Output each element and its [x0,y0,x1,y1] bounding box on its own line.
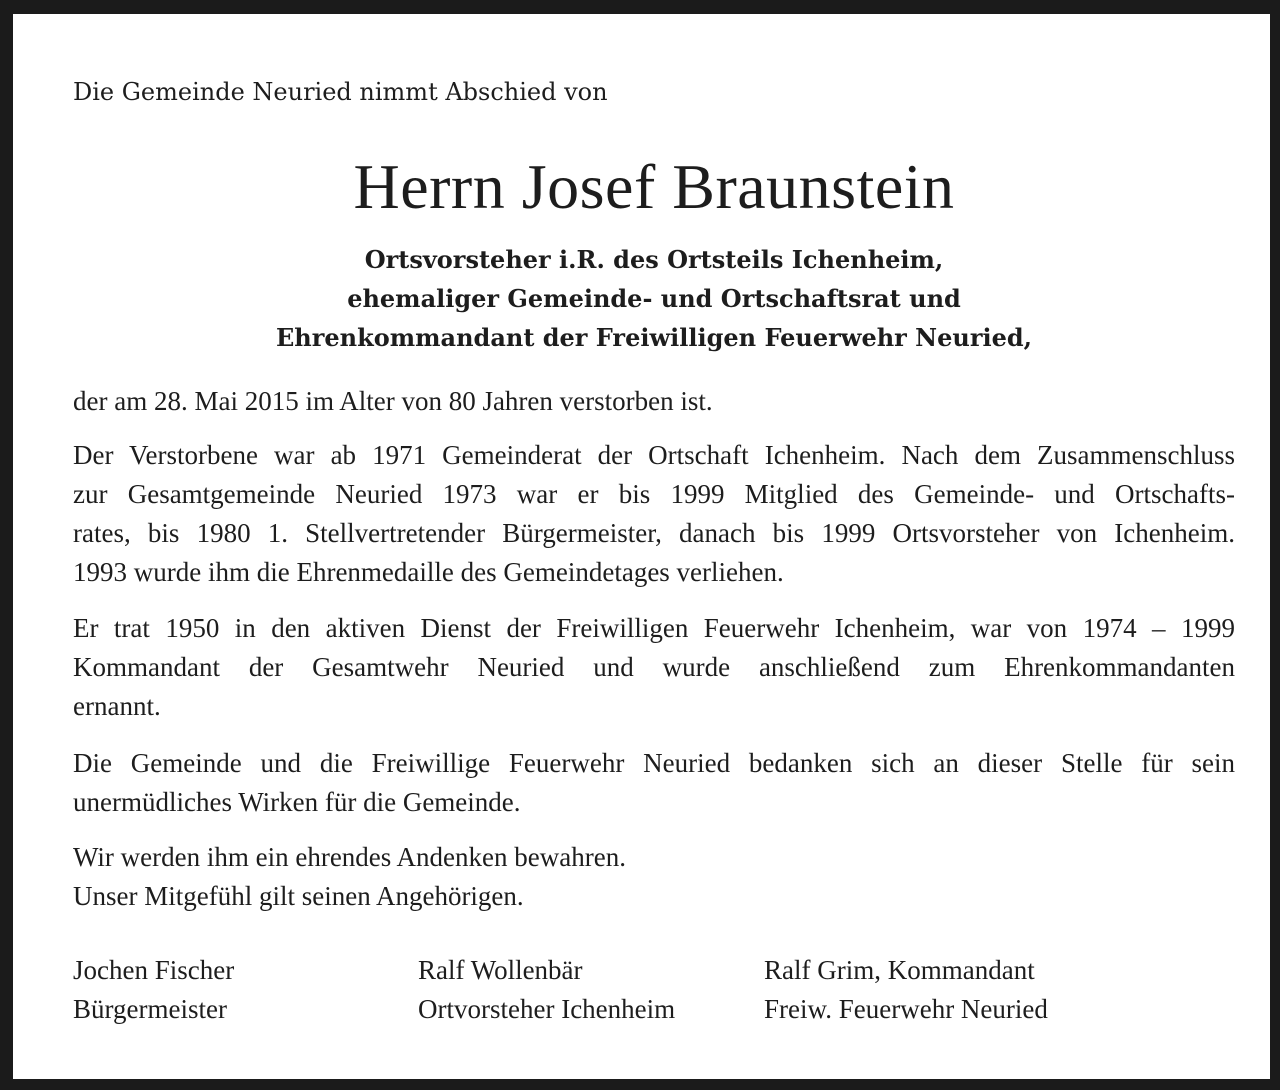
paragraph-career [73,436,1235,592]
intro-line: Die Gemeinde Neuried nimmt Abschied von [73,78,608,106]
signatory-role: Bürgermeister [73,994,227,1024]
signatory-name: Jochen Fischer [73,955,235,985]
paragraph-thanks [73,744,1235,822]
deceased-name: Herrn Josef Braunstein [353,151,955,222]
text-line: ernannt. [73,691,161,721]
title-line: Ehrenkommandant der Freiwilligen Feuerwehr Neuried, [276,323,1032,352]
paragraph-fire-brigade [73,609,1235,726]
text-line: zur Gesamtgemeinde Neuried 1973 war er bis 1999 Mitglied des Gemeinde- und Ortschafts- [73,479,1235,509]
titles-block [73,240,1235,357]
text-line: rates, bis 1980 1. Stellvertretender Bürgermeister, danach bis 1999 Ortsvorsteher von Ichenheim. [73,518,1235,548]
text-line: Die Gemeinde und die Freiwillige Feuerwehr Neuried bedanken sich an dieser Stelle für sein [73,748,1235,778]
title-line: ehemaliger Gemeinde- und Ortschaftsrat und [347,284,961,313]
signatory [418,951,675,1029]
text-line: unermüdliches Wirken für die Gemeinde. [73,787,521,817]
text-line: 1993 wurde ihm die Ehrenmedaille des Gemeindetages verliehen. [73,557,784,587]
signatory-name: Ralf Grim, Kommandant [764,955,1035,985]
title-line: Ortsvorsteher i.R. des Ortsteils Ichenheim, [364,245,944,274]
paragraph-condolence [73,838,1235,916]
signatory-role: Freiw. Feuerwehr Neuried [764,994,1048,1024]
death-line [73,382,1235,421]
signatory-role: Ortvorsteher Ichenheim [418,994,676,1024]
signatory-name: Ralf Wollenbär [418,955,583,985]
text-line: Kommandant der Gesamtwehr Neuried und wurde anschließend zum Ehrenkommandanten [73,652,1235,682]
signatory [73,951,234,1029]
text-line: Unser Mitgefühl gilt seinen Angehörigen. [73,881,524,911]
text-line: Er trat 1950 in den aktiven Dienst der Freiwilligen Feuerwehr Ichenheim, war von 1974 – 1999 [73,613,1235,643]
text-line: Wir werden ihm ein ehrendes Andenken bewahren. [73,842,626,872]
text-line: Der Verstorbene war ab 1971 Gemeinderat der Ortschaft Ichenheim. Nach dem Zusammenschluss [73,440,1235,470]
signatory [764,951,1048,1029]
text-line: der am 28. Mai 2015 im Alter von 80 Jahren verstorben ist. [73,386,713,416]
